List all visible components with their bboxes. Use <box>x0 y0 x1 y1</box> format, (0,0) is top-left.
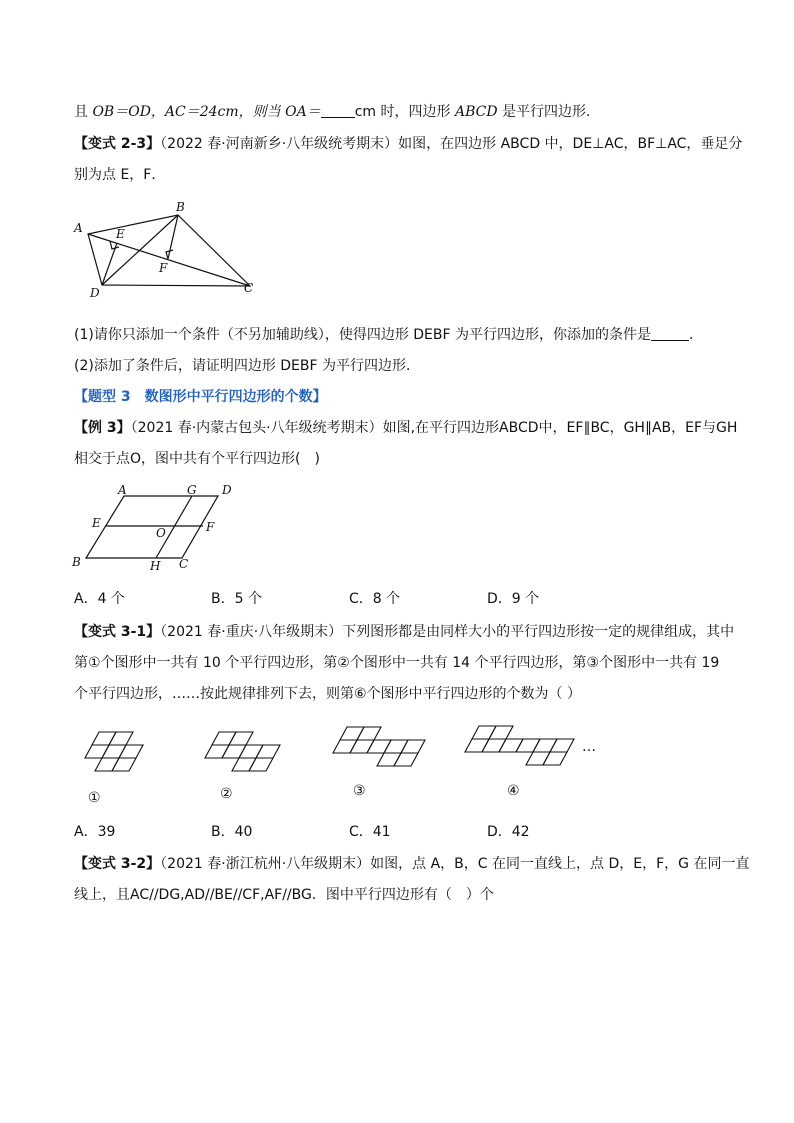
v23-source: （2022 春·河南新乡·八年级统考期末） <box>160 136 399 152</box>
pattern-3-mid-cell <box>401 740 425 753</box>
quadrilateral-figure <box>70 198 270 302</box>
pattern-figures <box>70 718 630 810</box>
pattern-2-mid-cell <box>256 745 280 758</box>
label-b: B <box>176 200 185 214</box>
intro-unit: cm 时，四边形 <box>354 104 455 120</box>
v32-tag: 【变式 3-2】 <box>74 856 161 872</box>
label-c: C <box>244 281 254 295</box>
figure-label-1: ① <box>88 790 101 806</box>
parallelogram-figure <box>70 480 240 576</box>
pattern-ellipsis: … <box>582 739 596 755</box>
v23-tag: 【变式 2-3】 <box>74 136 161 152</box>
parallelogram-abcd <box>86 496 218 558</box>
v31-source: （2021 春·重庆·八年级期末） <box>160 624 343 640</box>
intro-prefix: 且 <box>74 104 93 120</box>
v23-line2: 别为点 E，F． <box>74 167 166 183</box>
figure-label-4: ④ <box>507 783 520 799</box>
v23-q1-end: ． <box>689 327 704 343</box>
v23-q1 <box>74 325 703 345</box>
v23-line1 <box>74 134 742 154</box>
label-h: H <box>150 559 161 573</box>
label-d: D <box>90 286 100 300</box>
v31-option-d[interactable]: D．42 <box>487 824 530 840</box>
label-f: F <box>159 261 168 275</box>
v32-source: （2021 春·浙江杭州·八年级期末） <box>160 856 371 872</box>
figure-label-3: ③ <box>353 783 366 799</box>
v31-line1 <box>74 622 734 642</box>
v31-text1: 下列图形都是由同样大小的平行四边形按一定的规律组成，其中 <box>342 624 735 640</box>
pattern-3-top-cell <box>357 727 381 740</box>
pattern-1-mid-cell <box>119 745 143 758</box>
v31-tag: 【变式 3-1】 <box>74 624 161 640</box>
ex3-line1 <box>74 418 737 438</box>
intro-suffix: 是平行四边形． <box>497 104 601 120</box>
v23-text1: 如图，在四边形 ABCD 中，DE⊥AC，BF⊥AC，垂足分 <box>398 136 743 152</box>
segment-bf <box>168 215 178 259</box>
label-a: A <box>74 221 83 235</box>
label-b: B <box>72 555 81 569</box>
v23-q2: (2)添加了条件后，请证明四边形 DEBF 为平行四边形． <box>74 358 421 374</box>
ex3-tag: 【例 3】 <box>74 420 131 436</box>
v31-option-b[interactable]: B．40 <box>211 824 253 840</box>
label-e: E <box>92 516 101 530</box>
ex3-option-c[interactable]: C．8 个 <box>349 591 401 607</box>
label-f: F <box>206 520 215 534</box>
label-a: A <box>118 483 127 497</box>
ex3-option-b[interactable]: B．5 个 <box>211 591 262 607</box>
pattern-2-bottom-cell <box>249 758 273 771</box>
v32-text1: 如图，点 A，B，C 在同一直线上，点 D，E，F，G 在同一直 <box>370 856 750 872</box>
answer-blank[interactable] <box>321 103 355 118</box>
diagonal-ac <box>88 234 250 286</box>
intro-condition: OB＝OD，AC＝24cm，则当 OA＝ <box>92 104 321 120</box>
pattern-4-top-cell <box>489 726 513 739</box>
label-o: O <box>156 526 166 540</box>
ex3-option-d[interactable]: D．9 个 <box>487 591 540 607</box>
ex3-source: （2021 春·内蒙古包头·八年级统考期末） <box>130 420 383 436</box>
v31-line3: 个平行四边形，……按此规律排列下去，则第⑥个图形中平行四边形的个数为（ ） <box>74 686 581 702</box>
topic-3-heading: 【题型 3 数图形中平行四边形的个数】 <box>74 389 327 405</box>
intro-line <box>74 102 600 122</box>
v32-line1 <box>74 854 749 874</box>
ex3-text1: 如图,在平行四边形ABCD中，EF∥BC，GH∥AB，EF与GH <box>382 420 738 436</box>
pattern-4-bottom-cell <box>543 752 567 765</box>
v31-line2: 第①个图形中一共有 10 个平行四边形，第②个图形中一共有 14 个平行四边形，第③个图形中一共有 19 <box>74 655 720 671</box>
label-g: G <box>187 483 197 497</box>
v23-q1-text: (1)请你只添加一个条件（不另加辅助线），使得四边形 DEBF 为平行四边形，你添加的条件是 <box>74 327 652 343</box>
ex3-option-a[interactable]: A．4 个 <box>74 591 125 607</box>
v31-option-a[interactable]: A．39 <box>74 824 116 840</box>
condition-blank[interactable] <box>651 326 689 341</box>
v32-line2: 线上，且AC//DG,AD//BE//CF,AF//BG．图中平行四边形有（ ）个 <box>74 887 494 903</box>
label-c: C <box>179 557 189 571</box>
intro-shape: ABCD <box>454 104 498 120</box>
v31-option-c[interactable]: C．41 <box>349 824 391 840</box>
pattern-4-mid-cell <box>550 739 574 752</box>
label-e: E <box>116 227 125 241</box>
pattern-2-top-cell <box>229 732 253 745</box>
label-d: D <box>222 483 232 497</box>
pattern-1-top-cell <box>109 732 133 745</box>
pattern-3-bottom-cell <box>394 753 418 766</box>
figure-label-2: ② <box>220 786 233 802</box>
pattern-1-bottom-cell <box>112 758 136 771</box>
ex3-line2: 相交于点O，图中共有个平行四边形( ) <box>74 451 320 467</box>
